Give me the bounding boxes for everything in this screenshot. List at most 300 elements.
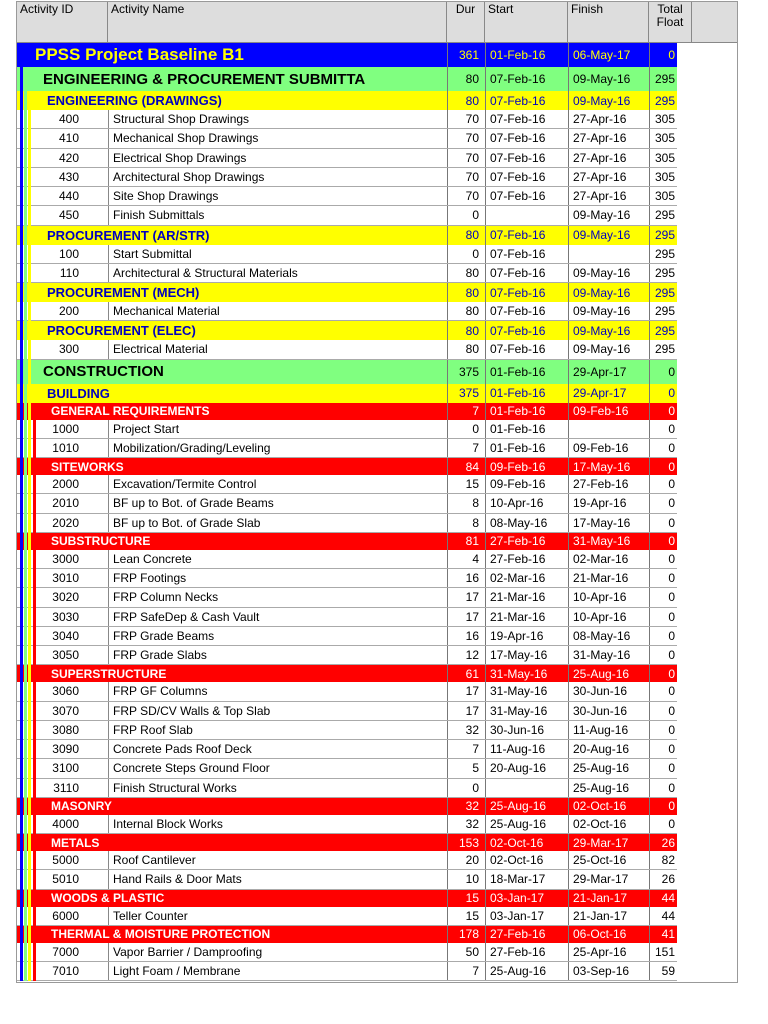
activity-name: Finish Submittals xyxy=(108,206,447,224)
finish-date: 08-May-16 xyxy=(568,627,649,645)
start-date: 07-Feb-16 xyxy=(485,302,568,320)
total-float: 305 xyxy=(649,168,677,186)
total-float: 82 xyxy=(649,851,677,869)
duration: 375 xyxy=(447,360,485,384)
activity-name: BF up to Bot. of Grade Slab xyxy=(108,514,447,532)
finish-date: 09-Feb-16 xyxy=(568,439,649,457)
finish-date: 30-Jun-16 xyxy=(568,702,649,720)
wbs-row[interactable] xyxy=(17,926,677,943)
duration: 361 xyxy=(447,43,485,67)
activity-row[interactable] xyxy=(17,550,677,569)
finish-date: 21-Jan-17 xyxy=(568,890,649,907)
finish-date: 11-Aug-16 xyxy=(568,721,649,739)
activity-id: 3030 xyxy=(52,609,79,624)
activity-id: 3010 xyxy=(52,571,79,586)
activity-id: 400 xyxy=(58,112,79,127)
start-date: 02-Oct-16 xyxy=(485,851,568,869)
total-float: 0 xyxy=(649,360,677,384)
finish-date: 09-May-16 xyxy=(568,283,649,302)
finish-date: 27-Apr-16 xyxy=(568,187,649,205)
activity-row[interactable] xyxy=(17,815,677,834)
wbs-row[interactable] xyxy=(17,798,677,815)
activity-id: 3060 xyxy=(52,684,79,699)
header-start[interactable]: Start xyxy=(485,2,568,42)
total-float: 151 xyxy=(649,943,677,961)
start-date: 07-Feb-16 xyxy=(485,67,568,91)
finish-date: 25-Aug-16 xyxy=(568,665,649,682)
finish-date: 29-Apr-17 xyxy=(568,360,649,384)
wbs-row[interactable] xyxy=(17,403,677,420)
duration: 17 xyxy=(447,682,485,700)
total-float: 26 xyxy=(649,870,677,888)
activity-row[interactable] xyxy=(17,475,677,494)
duration: 80 xyxy=(447,91,485,110)
finish-date: 25-Apr-16 xyxy=(568,943,649,961)
wbs-row[interactable] xyxy=(17,890,677,907)
activity-id: 2010 xyxy=(52,496,79,511)
total-float: 305 xyxy=(649,187,677,205)
activity-id: 1000 xyxy=(52,421,79,436)
finish-date: 17-May-16 xyxy=(568,458,649,475)
start-date: 08-May-16 xyxy=(485,514,568,532)
finish-date: 09-May-16 xyxy=(568,302,649,320)
wbs-name: ENGINEERING (DRAWINGS) xyxy=(47,93,222,108)
activity-row[interactable] xyxy=(17,740,677,759)
start-date: 07-Feb-16 xyxy=(485,129,568,147)
header-finish[interactable]: Finish xyxy=(568,2,649,42)
activity-row[interactable] xyxy=(17,514,677,533)
activity-row[interactable] xyxy=(17,702,677,721)
total-float: 0 xyxy=(649,458,677,475)
activity-name: FRP Roof Slab xyxy=(108,721,447,739)
duration: 17 xyxy=(447,588,485,606)
duration: 80 xyxy=(447,264,485,282)
activity-name: Mechanical Shop Drawings xyxy=(108,129,447,147)
duration: 80 xyxy=(447,340,485,358)
wbs-row[interactable] xyxy=(17,91,677,110)
finish-date: 25-Aug-16 xyxy=(568,759,649,777)
activity-row[interactable] xyxy=(17,627,677,646)
wbs-name: PPSS Project Baseline B1 xyxy=(35,45,244,64)
activity-id: 3070 xyxy=(52,703,79,718)
wbs-row[interactable] xyxy=(17,43,677,67)
finish-date: 09-Feb-16 xyxy=(568,403,649,420)
total-float: 0 xyxy=(649,403,677,420)
start-date: 07-Feb-16 xyxy=(485,264,568,282)
activity-row[interactable] xyxy=(17,129,677,148)
activity-row[interactable] xyxy=(17,494,677,513)
wbs-name: GENERAL REQUIREMENTS xyxy=(51,404,210,418)
finish-date: 27-Apr-16 xyxy=(568,149,649,167)
activity-id: 6000 xyxy=(52,908,79,923)
activity-id: 2000 xyxy=(52,477,79,492)
activity-name: Concrete Pads Roof Deck xyxy=(108,740,447,758)
start-date: 07-Feb-16 xyxy=(485,245,568,263)
activity-row[interactable] xyxy=(17,149,677,168)
duration: 10 xyxy=(447,870,485,888)
start-date: 07-Feb-16 xyxy=(485,321,568,340)
start-date: 09-Feb-16 xyxy=(485,475,568,493)
start-date: 01-Feb-16 xyxy=(485,384,568,403)
header-dur[interactable]: Dur xyxy=(447,2,485,42)
activity-row[interactable] xyxy=(17,302,677,321)
duration: 80 xyxy=(447,321,485,340)
duration: 17 xyxy=(447,608,485,626)
finish-date: 09-May-16 xyxy=(568,67,649,91)
finish-date: 09-May-16 xyxy=(568,226,649,245)
total-float: 295 xyxy=(649,206,677,224)
finish-date: 25-Aug-16 xyxy=(568,779,649,797)
start-date: 21-Mar-16 xyxy=(485,588,568,606)
start-date: 07-Feb-16 xyxy=(485,283,568,302)
activity-row[interactable] xyxy=(17,851,677,870)
duration: 80 xyxy=(447,67,485,91)
activity-name: Vapor Barrier / Damproofing xyxy=(108,943,447,961)
start-date: 30-Jun-16 xyxy=(485,721,568,739)
total-float: 295 xyxy=(649,321,677,340)
duration: 70 xyxy=(447,149,485,167)
duration: 7 xyxy=(447,403,485,420)
total-float: 295 xyxy=(649,264,677,282)
wbs-row[interactable] xyxy=(17,533,677,550)
duration: 70 xyxy=(447,168,485,186)
total-float: 0 xyxy=(649,740,677,758)
duration: 15 xyxy=(447,475,485,493)
activity-id: 1010 xyxy=(52,440,79,455)
start-date: 07-Feb-16 xyxy=(485,110,568,128)
total-float: 59 xyxy=(649,962,677,980)
finish-date xyxy=(568,420,649,438)
hierarchy-bar-level-0 xyxy=(20,43,23,981)
wbs-row[interactable] xyxy=(17,834,677,851)
activity-name: Internal Block Works xyxy=(108,815,447,833)
total-float: 0 xyxy=(649,588,677,606)
finish-date: 27-Apr-16 xyxy=(568,168,649,186)
wbs-row[interactable] xyxy=(17,283,677,302)
wbs-name: BUILDING xyxy=(47,385,110,401)
duration: 16 xyxy=(447,569,485,587)
total-float: 0 xyxy=(649,721,677,739)
activity-name: Site Shop Drawings xyxy=(108,187,447,205)
activity-name: FRP Grade Slabs xyxy=(108,646,447,664)
start-date: 01-Feb-16 xyxy=(485,43,568,67)
total-float: 0 xyxy=(649,702,677,720)
duration: 153 xyxy=(447,834,485,851)
wbs-name: PROCUREMENT (MECH) xyxy=(47,285,200,300)
duration: 17 xyxy=(447,702,485,720)
wbs-row[interactable] xyxy=(17,67,677,91)
header-activity-name[interactable]: Activity Name xyxy=(108,2,447,42)
finish-date: 31-May-16 xyxy=(568,533,649,550)
duration: 32 xyxy=(447,815,485,833)
finish-date: 09-May-16 xyxy=(568,321,649,340)
start-date: 25-Aug-16 xyxy=(485,815,568,833)
activity-row[interactable] xyxy=(17,608,677,627)
activity-id: 200 xyxy=(58,304,79,319)
activity-name: Electrical Shop Drawings xyxy=(108,149,447,167)
total-float: 0 xyxy=(649,779,677,797)
duration: 7 xyxy=(447,740,485,758)
total-float: 295 xyxy=(649,245,677,263)
wbs-row[interactable] xyxy=(17,360,677,384)
duration: 0 xyxy=(447,420,485,438)
start-date xyxy=(485,779,568,797)
start-date: 27-Feb-16 xyxy=(485,926,568,943)
activity-name: Hand Rails & Door Mats xyxy=(108,870,447,888)
total-float: 0 xyxy=(649,569,677,587)
start-date: 09-Feb-16 xyxy=(485,458,568,475)
total-float: 305 xyxy=(649,110,677,128)
activity-name: Teller Counter xyxy=(108,907,447,925)
total-float: 305 xyxy=(649,149,677,167)
finish-date: 21-Jan-17 xyxy=(568,907,649,925)
total-float: 0 xyxy=(649,384,677,403)
wbs-row[interactable] xyxy=(17,665,677,682)
activity-name: Concrete Steps Ground Floor xyxy=(108,759,447,777)
start-date: 01-Feb-16 xyxy=(485,420,568,438)
total-float: 0 xyxy=(649,627,677,645)
finish-date: 10-Apr-16 xyxy=(568,588,649,606)
total-float: 295 xyxy=(649,340,677,358)
total-float: 295 xyxy=(649,283,677,302)
total-float: 0 xyxy=(649,665,677,682)
total-float: 0 xyxy=(649,682,677,700)
start-date: 18-Mar-17 xyxy=(485,870,568,888)
finish-date: 21-Mar-16 xyxy=(568,569,649,587)
total-float: 295 xyxy=(649,91,677,110)
finish-date: 06-May-17 xyxy=(568,43,649,67)
duration: 50 xyxy=(447,943,485,961)
finish-date: 29-Mar-17 xyxy=(568,834,649,851)
total-float: 0 xyxy=(649,759,677,777)
activity-row[interactable] xyxy=(17,682,677,701)
activity-id: 5010 xyxy=(52,872,79,887)
wbs-name: PROCUREMENT (AR/STR) xyxy=(47,227,210,243)
activity-id: 2020 xyxy=(52,515,79,530)
total-float: 0 xyxy=(649,420,677,438)
finish-date: 29-Mar-17 xyxy=(568,870,649,888)
activity-id: 300 xyxy=(58,342,79,357)
activity-row[interactable] xyxy=(17,759,677,778)
activity-row[interactable] xyxy=(17,569,677,588)
duration: 0 xyxy=(447,245,485,263)
activity-id: 7010 xyxy=(52,964,79,979)
start-date: 02-Mar-16 xyxy=(485,569,568,587)
schedule-sheet xyxy=(16,1,738,983)
finish-date: 31-May-16 xyxy=(568,646,649,664)
activity-id: 4000 xyxy=(52,816,79,831)
total-float: 26 xyxy=(649,834,677,851)
duration: 178 xyxy=(447,926,485,943)
start-date: 31-May-16 xyxy=(485,665,568,682)
activity-row[interactable] xyxy=(17,168,677,187)
activity-id: 3040 xyxy=(52,628,79,643)
duration: 70 xyxy=(447,110,485,128)
duration: 7 xyxy=(447,962,485,980)
activity-row[interactable] xyxy=(17,187,677,206)
wbs-name: ENGINEERING & PROCUREMENT SUBMITTA xyxy=(43,70,366,88)
start-date: 07-Feb-16 xyxy=(485,340,568,358)
hierarchy-bar-level-2 xyxy=(28,91,31,981)
total-float: 0 xyxy=(649,439,677,457)
total-float: 0 xyxy=(649,798,677,815)
wbs-name: PROCUREMENT (ELEC) xyxy=(47,323,196,339)
activity-name: FRP SD/CV Walls & Top Slab xyxy=(108,702,447,720)
activity-id: 430 xyxy=(58,169,79,184)
finish-date: 17-May-16 xyxy=(568,514,649,532)
activity-id: 3100 xyxy=(52,761,79,776)
wbs-name: SITEWORKS xyxy=(51,459,124,474)
activity-id: 3090 xyxy=(52,742,79,757)
activity-name: FRP Column Necks xyxy=(108,588,447,606)
start-date: 31-May-16 xyxy=(485,702,568,720)
activity-id: 3110 xyxy=(53,780,79,795)
finish-date: 10-Apr-16 xyxy=(568,608,649,626)
header-activity-id[interactable]: Activity ID xyxy=(17,2,108,42)
duration: 84 xyxy=(447,458,485,475)
finish-date: 27-Apr-16 xyxy=(568,129,649,147)
finish-date: 06-Oct-16 xyxy=(568,926,649,943)
activity-row[interactable] xyxy=(17,721,677,740)
start-date: 19-Apr-16 xyxy=(485,627,568,645)
finish-date: 09-May-16 xyxy=(568,340,649,358)
duration: 80 xyxy=(447,302,485,320)
wbs-row[interactable] xyxy=(17,384,677,403)
duration: 8 xyxy=(447,514,485,532)
total-float: 295 xyxy=(649,226,677,245)
wbs-row[interactable] xyxy=(17,226,677,245)
activity-row[interactable] xyxy=(17,646,677,665)
duration: 80 xyxy=(447,283,485,302)
activity-name: Structural Shop Drawings xyxy=(108,110,447,128)
activity-row[interactable] xyxy=(17,907,677,926)
wbs-name: WOODS & PLASTIC xyxy=(51,891,165,905)
activity-row[interactable] xyxy=(17,264,677,283)
start-date: 27-Feb-16 xyxy=(485,533,568,550)
total-float: 0 xyxy=(649,43,677,67)
finish-date: 27-Feb-16 xyxy=(568,475,649,493)
total-float: 295 xyxy=(649,302,677,320)
activity-row[interactable] xyxy=(17,870,677,889)
total-float: 0 xyxy=(649,514,677,532)
activity-row[interactable] xyxy=(17,340,677,359)
activity-id: 7000 xyxy=(52,944,79,959)
start-date: 03-Jan-17 xyxy=(485,907,568,925)
total-float: 0 xyxy=(649,608,677,626)
duration: 8 xyxy=(447,494,485,512)
duration: 32 xyxy=(447,721,485,739)
activity-row[interactable] xyxy=(17,206,677,225)
finish-date: 19-Apr-16 xyxy=(568,494,649,512)
activity-name: Architectural & Structural Materials xyxy=(108,264,447,282)
duration: 12 xyxy=(447,646,485,664)
total-float: 305 xyxy=(649,129,677,147)
duration: 80 xyxy=(447,226,485,245)
start-date: 07-Feb-16 xyxy=(485,226,568,245)
start-date: 01-Feb-16 xyxy=(485,360,568,384)
finish-date: 27-Apr-16 xyxy=(568,110,649,128)
duration: 70 xyxy=(447,187,485,205)
finish-date: 20-Aug-16 xyxy=(568,740,649,758)
activity-name: Excavation/Termite Control xyxy=(108,475,447,493)
activity-id: 110 xyxy=(59,265,79,280)
total-float: 41 xyxy=(649,926,677,943)
activity-name: FRP Grade Beams xyxy=(108,627,447,645)
activity-id: 440 xyxy=(58,189,79,204)
wbs-row[interactable] xyxy=(17,458,677,475)
start-date: 21-Mar-16 xyxy=(485,608,568,626)
activity-row[interactable] xyxy=(17,943,677,962)
activity-id: 100 xyxy=(58,246,79,261)
duration: 16 xyxy=(447,627,485,645)
activity-row[interactable] xyxy=(17,245,677,264)
total-float: 0 xyxy=(649,646,677,664)
finish-date: 09-May-16 xyxy=(568,91,649,110)
activity-name: Light Foam / Membrane xyxy=(108,962,447,980)
duration: 5 xyxy=(447,759,485,777)
activity-name: Project Start xyxy=(108,420,447,438)
total-float: 0 xyxy=(649,550,677,568)
duration: 0 xyxy=(447,779,485,797)
duration: 70 xyxy=(447,129,485,147)
activity-name: Lean Concrete xyxy=(108,550,447,568)
column-header-row xyxy=(17,2,737,43)
hierarchy-bar-level-3 xyxy=(33,410,36,981)
activity-row[interactable] xyxy=(17,779,677,798)
activity-row[interactable] xyxy=(17,110,677,129)
start-date: 01-Feb-16 xyxy=(485,439,568,457)
duration: 15 xyxy=(447,907,485,925)
finish-date: 02-Oct-16 xyxy=(568,798,649,815)
start-date: 03-Jan-17 xyxy=(485,890,568,907)
start-date: 27-Feb-16 xyxy=(485,550,568,568)
total-float: 295 xyxy=(649,67,677,91)
finish-date: 02-Oct-16 xyxy=(568,815,649,833)
start-date: 07-Feb-16 xyxy=(485,187,568,205)
finish-date xyxy=(568,245,649,263)
duration: 0 xyxy=(447,206,485,224)
activity-row[interactable] xyxy=(17,588,677,607)
start-date: 07-Feb-16 xyxy=(485,168,568,186)
wbs-row[interactable] xyxy=(17,321,677,340)
wbs-name: CONSTRUCTION xyxy=(43,363,164,380)
activity-row[interactable] xyxy=(17,439,677,458)
total-float: 0 xyxy=(649,533,677,550)
activity-id: 410 xyxy=(58,131,79,146)
finish-date: 03-Sep-16 xyxy=(568,962,649,980)
wbs-name: THERMAL & MOISTURE PROTECTION xyxy=(51,927,271,942)
start-date: 25-Aug-16 xyxy=(485,798,568,815)
start-date: 10-Apr-16 xyxy=(485,494,568,512)
activity-name: Electrical Material xyxy=(108,340,447,358)
activity-row[interactable] xyxy=(17,962,677,981)
finish-date: 29-Apr-17 xyxy=(568,384,649,403)
activity-id: 3050 xyxy=(52,648,79,663)
start-date: 31-May-16 xyxy=(485,682,568,700)
total-float: 44 xyxy=(649,907,677,925)
activity-name: FRP SafeDep & Cash Vault xyxy=(108,608,447,626)
finish-date: 25-Oct-16 xyxy=(568,851,649,869)
activity-row[interactable] xyxy=(17,420,677,439)
start-date: 27-Feb-16 xyxy=(485,943,568,961)
wbs-name: SUPERSTRUCTURE xyxy=(51,666,167,681)
activity-name: Mechanical Material xyxy=(108,302,447,320)
activity-name: FRP Footings xyxy=(108,569,447,587)
duration: 375 xyxy=(447,384,485,403)
header-total-float[interactable]: Total Float xyxy=(649,2,692,42)
activity-id: 3080 xyxy=(52,722,79,737)
finish-date: 09-May-16 xyxy=(568,206,649,224)
